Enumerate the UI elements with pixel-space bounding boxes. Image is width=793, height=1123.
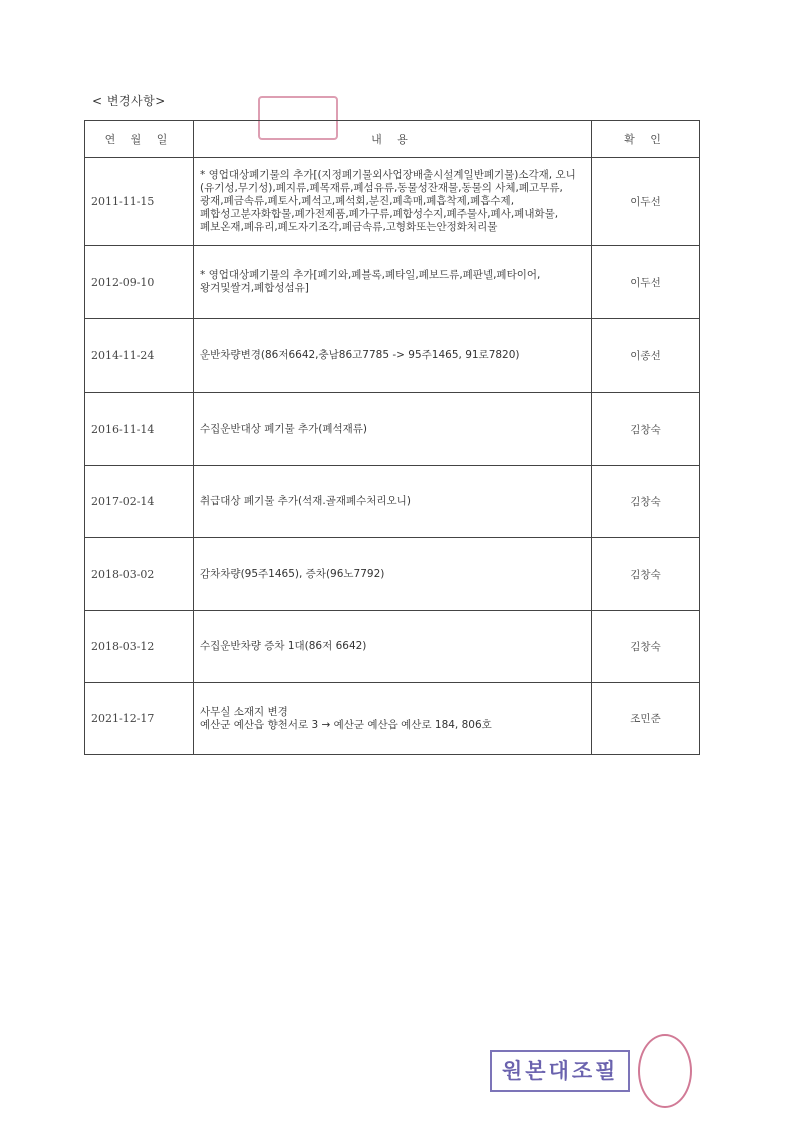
row-confirm: 김창숙 [592,611,700,683]
table-row [85,611,700,683]
table-row [85,683,700,755]
certified-copy-stamp [490,1048,688,1094]
row-content: 사무실 소재지 변경 예산군 예산읍 향천서로 3 → 예산군 예산읍 예산로 184, 806호 [194,683,592,755]
row-date: 2018-03-02 [85,538,194,611]
table-row [85,158,700,246]
row-confirm: 이두선 [592,246,700,319]
row-content: 취급대상 폐기물 추가(석재.골재폐수처리오니) [194,466,592,538]
certified-copy-stamp-text: 원본대조필 [490,1050,630,1092]
row-date: 2016-11-14 [85,393,194,466]
row-confirm: 김창숙 [592,393,700,466]
row-content: 운반차량변경(86저6642,충남86고7785 -> 95주1465, 91로7820) [194,319,592,393]
table-row [85,319,700,393]
row-content: 수집운반대상 폐기물 추가(폐석재류) [194,393,592,466]
row-confirm: 이두선 [592,158,700,246]
section-title: < 변경사항> [92,94,166,108]
header-confirm: 확 인 [592,121,700,158]
row-content: 수집운반차량 증차 1대(86저 6642) [194,611,592,683]
row-confirm: 이종선 [592,319,700,393]
header-date: 연 월 일 [85,121,194,158]
row-date: 2012-09-10 [85,246,194,319]
table-row [85,246,700,319]
table-row [85,466,700,538]
row-date: 2017-02-14 [85,466,194,538]
table-row [85,393,700,466]
row-confirm: 조민준 [592,683,700,755]
row-confirm: 김창숙 [592,466,700,538]
row-date: 2014-11-24 [85,319,194,393]
row-confirm: 김창숙 [592,538,700,611]
row-date: 2018-03-12 [85,611,194,683]
row-content: 감차차량(95주1465), 증차(96노7792) [194,538,592,611]
row-content: * 영업대상폐기물의 추가[폐기와,폐블록,폐타일,폐보드류,폐판넬,폐타이어, 왕겨및쌀겨,폐합성섬유] [194,246,592,319]
table-header-row [85,121,700,158]
seal-icon [638,1034,692,1108]
table-row [85,538,700,611]
row-date: 2021-12-17 [85,683,194,755]
header-content: 내 용 [194,121,592,158]
row-date: 2011-11-15 [85,158,194,246]
changes-table [84,120,700,755]
row-content: * 영업대상폐기물의 추가[(지정폐기물외사업장배출시설계일반폐기물)소각재, 오니(유기성,무기성),폐지류,폐목재류,폐섬유류,동물성잔재물,동물의 사체,폐고무류,광재,폐금속류,폐토사,폐석고,폐석회,분진,폐촉매,폐흡착제,폐흡수제,폐합성고분자화합물,폐가전제품,폐가구류,폐합성수지,폐주물사,폐사,폐내화물,폐보온재,폐유리,폐도자기조각,폐금속류,고형화또는안정화처리물 [194,158,592,246]
